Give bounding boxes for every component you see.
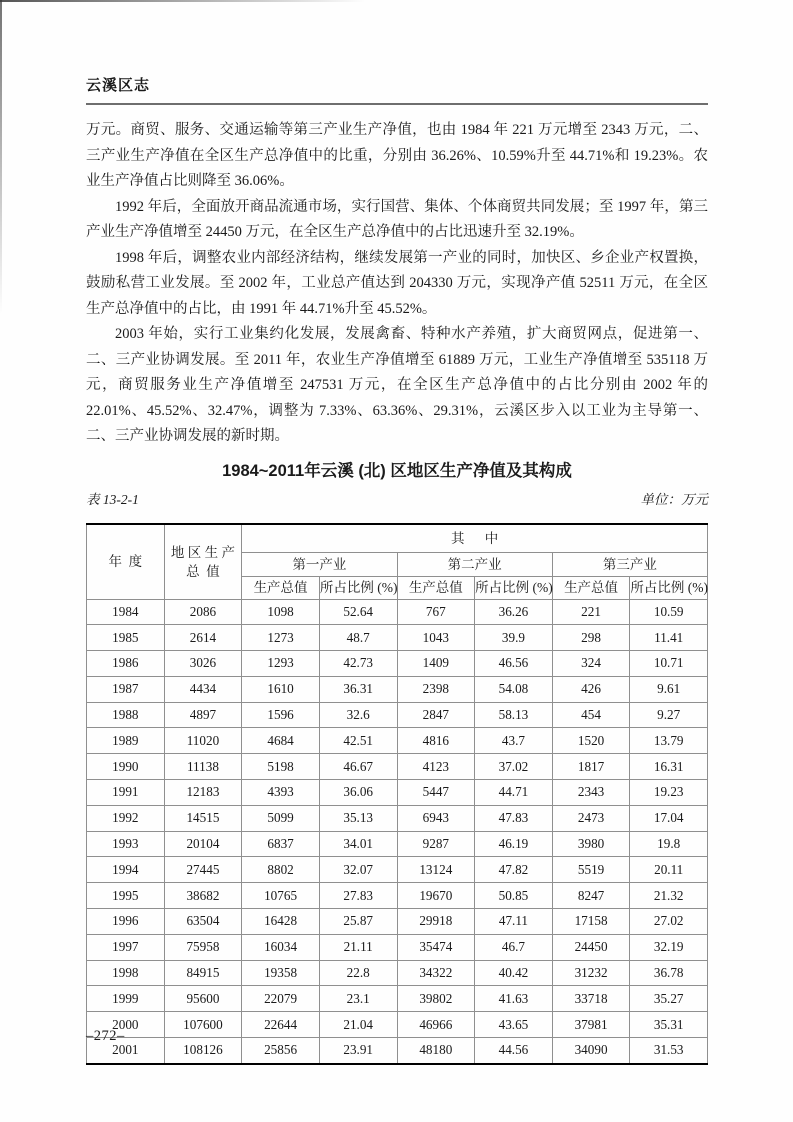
table-cell: 3026 <box>164 651 242 677</box>
col-header-regional-gdp-line1: 地 区 生 产 <box>170 544 235 560</box>
table-cell: 27.83 <box>319 883 397 909</box>
table-cell: 2086 <box>164 599 242 625</box>
col-header-tertiary-industry: 第三产业 <box>552 552 707 576</box>
table-cell: 31.53 <box>630 1038 708 1064</box>
table-cell: 1610 <box>242 676 320 702</box>
paragraph: 1992 年后，全面放开商品流通市场，实行国营、集体、个体商贸共同发展；至 1997 年，第三产业生产净值增至 24450 万元，在全区生产总净值中的占比迅速升至 32.19%。 <box>86 198 708 240</box>
table-row <box>87 728 708 754</box>
table-row <box>87 960 708 986</box>
table-cell: 40.42 <box>475 960 553 986</box>
table-cell: 2343 <box>552 780 630 806</box>
table-cell: 95600 <box>164 986 242 1012</box>
table-cell: 9.61 <box>630 676 708 702</box>
table-cell: 23.91 <box>319 1038 397 1064</box>
table-cell: 19.8 <box>630 831 708 857</box>
table-cell: 19670 <box>397 883 475 909</box>
table-row <box>87 780 708 806</box>
table-cell: 36.26 <box>475 599 553 625</box>
col-header-among: 其 中 <box>242 524 708 553</box>
table-row <box>87 805 708 831</box>
table-cell: 1988 <box>87 702 165 728</box>
table-cell: 4393 <box>242 780 320 806</box>
table-row <box>87 676 708 702</box>
table-cell: 22.8 <box>319 960 397 986</box>
table-cell: 454 <box>552 702 630 728</box>
table-cell: 9.27 <box>630 702 708 728</box>
table-cell: 33718 <box>552 986 630 1012</box>
scan-edge-left <box>0 0 2 314</box>
table-cell: 41.63 <box>475 986 553 1012</box>
table-cell: 1098 <box>242 599 320 625</box>
table-cell: 58.13 <box>475 702 553 728</box>
table-cell: 22079 <box>242 986 320 1012</box>
table-cell: 2001 <box>87 1038 165 1064</box>
table-cell: 36.06 <box>319 780 397 806</box>
table-cell: 10.71 <box>630 651 708 677</box>
col-header-value: 生产总值 <box>397 576 475 599</box>
table-cell: 1995 <box>87 883 165 909</box>
table-row <box>87 625 708 651</box>
table-cell: 35.31 <box>630 1012 708 1038</box>
table-cell: 4123 <box>397 754 475 780</box>
table-cell: 1596 <box>242 702 320 728</box>
table-cell: 9287 <box>397 831 475 857</box>
table-cell: 1985 <box>87 625 165 651</box>
table-cell: 1996 <box>87 909 165 935</box>
table-cell: 11138 <box>164 754 242 780</box>
table-cell: 44.56 <box>475 1038 553 1064</box>
table-cell: 22644 <box>242 1012 320 1038</box>
table-cell: 1984 <box>87 599 165 625</box>
col-header-regional-gdp-line2: 总 值 <box>186 563 220 579</box>
paragraph: 2003 年始，实行工业集约化发展，发展禽畜、特种水产养殖，扩大商贸网点，促进第一、二、三产业协调发展。至 2011 年，农业生产净值增至 61889 万元，工业生产净值增至 535118 万元，商贸服务业生产净值增至 247531 万元，在全区生产总净值中的占比分别由 2002 年的 22.01%、45.52%、32.47%，调整为 7.33%、63.36%、29.31%，云溪区步入以工业为主导第一、二、三产业协调发展的新时期。 <box>86 326 708 444</box>
table-row <box>87 702 708 728</box>
table-cell: 27445 <box>164 857 242 883</box>
table-cell: 25.87 <box>319 909 397 935</box>
table-cell: 13.79 <box>630 728 708 754</box>
table-cell: 1043 <box>397 625 475 651</box>
table-cell: 48.7 <box>319 625 397 651</box>
table-cell: 46.56 <box>475 651 553 677</box>
table-cell: 25856 <box>242 1038 320 1064</box>
table-row <box>87 934 708 960</box>
table-cell: 1993 <box>87 831 165 857</box>
production-value-table <box>86 523 708 1065</box>
table-cell: 1990 <box>87 754 165 780</box>
table-cell: 42.73 <box>319 651 397 677</box>
table-cell: 2614 <box>164 625 242 651</box>
table-cell: 10765 <box>242 883 320 909</box>
table-cell: 16.31 <box>630 754 708 780</box>
table-cell: 46.67 <box>319 754 397 780</box>
table-cell: 298 <box>552 625 630 651</box>
table-meta <box>86 488 708 508</box>
page-content <box>86 0 708 1065</box>
table-cell: 38682 <box>164 883 242 909</box>
table-cell: 48180 <box>397 1038 475 1064</box>
page-number: –272– <box>86 1028 125 1044</box>
table-cell: 42.51 <box>319 728 397 754</box>
paragraph: 万元。商贸、服务、交通运输等第三产业生产净值，也由 1984 年 221 万元增至 2343 万元，二、三产业生产净值在全区生产总净值中的比重，分别由 36.26%、10.59%升至 44.71%和 19.23%。农业生产净值占比则降至 36.06%。 <box>86 122 708 189</box>
table-cell: 14515 <box>164 805 242 831</box>
col-header-value: 生产总值 <box>552 576 630 599</box>
table-cell: 1273 <box>242 625 320 651</box>
table-cell: 8802 <box>242 857 320 883</box>
table-cell: 35.27 <box>630 986 708 1012</box>
table-row <box>87 909 708 935</box>
table-cell: 54.08 <box>475 676 553 702</box>
table-cell: 34090 <box>552 1038 630 1064</box>
table-cell: 324 <box>552 651 630 677</box>
table-cell: 2398 <box>397 676 475 702</box>
table-cell: 1997 <box>87 934 165 960</box>
table-cell: 19.23 <box>630 780 708 806</box>
table-unit: 单位：万元 <box>640 491 708 507</box>
table-cell: 43.7 <box>475 728 553 754</box>
col-header-ratio: 所占比例 (%) <box>475 576 553 599</box>
table-cell: 1989 <box>87 728 165 754</box>
table-cell: 8247 <box>552 883 630 909</box>
col-header-secondary-industry: 第二产业 <box>397 552 552 576</box>
table-cell: 32.19 <box>630 934 708 960</box>
table-cell: 34.01 <box>319 831 397 857</box>
table-cell: 50.85 <box>475 883 553 909</box>
table-cell: 21.11 <box>319 934 397 960</box>
table-cell: 17158 <box>552 909 630 935</box>
table-cell: 44.71 <box>475 780 553 806</box>
table-cell: 221 <box>552 599 630 625</box>
table-cell: 35474 <box>397 934 475 960</box>
table-cell: 46.7 <box>475 934 553 960</box>
table-row <box>87 857 708 883</box>
table-cell: 2847 <box>397 702 475 728</box>
col-header-value: 生产总值 <box>242 576 320 599</box>
table-cell: 47.11 <box>475 909 553 935</box>
col-header-regional-gdp <box>164 524 242 600</box>
table-row <box>87 883 708 909</box>
col-header-ratio: 所占比例 (%) <box>630 576 708 599</box>
table-cell: 46966 <box>397 1012 475 1038</box>
col-header-year: 年 度 <box>87 524 165 600</box>
table-cell: 39.9 <box>475 625 553 651</box>
table-cell: 2000 <box>87 1012 165 1038</box>
table-cell: 767 <box>397 599 475 625</box>
table-cell: 1409 <box>397 651 475 677</box>
table-cell: 36.78 <box>630 960 708 986</box>
table-cell: 1994 <box>87 857 165 883</box>
table-cell: 29918 <box>397 909 475 935</box>
table-cell: 34322 <box>397 960 475 986</box>
table-row <box>87 599 708 625</box>
table-cell: 1992 <box>87 805 165 831</box>
table-cell: 43.65 <box>475 1012 553 1038</box>
table-cell: 27.02 <box>630 909 708 935</box>
table-cell: 75958 <box>164 934 242 960</box>
table-row <box>87 1012 708 1038</box>
table-cell: 32.6 <box>319 702 397 728</box>
table-row <box>87 754 708 780</box>
table-cell: 11.41 <box>630 625 708 651</box>
table-cell: 4816 <box>397 728 475 754</box>
paragraph: 1998 年后，调整农业内部经济结构，继续发展第一产业的同时，加快区、乡企业产权置换，鼓励私营工业发展。至 2002 年，工业总产值达到 204330 万元，实现净产值 52511 万元，在全区生产总净值中的占比，由 1991 年 44.71%升至 45.52%。 <box>86 249 708 317</box>
table-cell: 1991 <box>87 780 165 806</box>
table-cell: 21.32 <box>630 883 708 909</box>
table-title: 1984~2011年云溪 (北) 区地区生产净值及其构成 <box>222 461 572 480</box>
table-cell: 11020 <box>164 728 242 754</box>
table-cell: 84915 <box>164 960 242 986</box>
table-cell: 20104 <box>164 831 242 857</box>
table-cell: 12183 <box>164 780 242 806</box>
table-cell: 2473 <box>552 805 630 831</box>
running-header-book-title: 云溪区志 <box>86 77 151 94</box>
table-cell: 1998 <box>87 960 165 986</box>
table-cell: 32.07 <box>319 857 397 883</box>
table-cell: 5519 <box>552 857 630 883</box>
table-cell: 16034 <box>242 934 320 960</box>
table-cell: 1987 <box>87 676 165 702</box>
table-cell: 16428 <box>242 909 320 935</box>
table-cell: 5198 <box>242 754 320 780</box>
table-cell: 13124 <box>397 857 475 883</box>
table-cell: 52.64 <box>319 599 397 625</box>
table-row <box>87 831 708 857</box>
table-cell: 20.11 <box>630 857 708 883</box>
table-cell: 10.59 <box>630 599 708 625</box>
table-cell: 46.19 <box>475 831 553 857</box>
table-cell: 17.04 <box>630 805 708 831</box>
table-cell: 4897 <box>164 702 242 728</box>
col-header-primary-industry: 第一产业 <box>242 552 397 576</box>
table-row <box>87 986 708 1012</box>
table-cell: 35.13 <box>319 805 397 831</box>
table-cell: 1986 <box>87 651 165 677</box>
col-header-ratio: 所占比例 (%) <box>319 576 397 599</box>
table-cell: 24450 <box>552 934 630 960</box>
table-cell: 47.82 <box>475 857 553 883</box>
table-cell: 36.31 <box>319 676 397 702</box>
table-header <box>87 524 708 600</box>
table-cell: 107600 <box>164 1012 242 1038</box>
table-row <box>87 1038 708 1064</box>
table-cell: 5099 <box>242 805 320 831</box>
table-row <box>87 651 708 677</box>
table-cell: 39802 <box>397 986 475 1012</box>
table-cell: 1817 <box>552 754 630 780</box>
table-body <box>87 599 708 1064</box>
table-cell: 1520 <box>552 728 630 754</box>
table-cell: 19358 <box>242 960 320 986</box>
table-cell: 37.02 <box>475 754 553 780</box>
table-cell: 23.1 <box>319 986 397 1012</box>
table-cell: 1293 <box>242 651 320 677</box>
table-cell: 3980 <box>552 831 630 857</box>
table-label: 表 13-2-1 <box>86 491 139 507</box>
header-rule <box>86 103 708 105</box>
table-cell: 63504 <box>164 909 242 935</box>
table-cell: 47.83 <box>475 805 553 831</box>
table-cell: 1999 <box>87 986 165 1012</box>
table-cell: 426 <box>552 676 630 702</box>
table-cell: 4434 <box>164 676 242 702</box>
table-cell: 108126 <box>164 1038 242 1064</box>
table-cell: 37981 <box>552 1012 630 1038</box>
table-cell: 4684 <box>242 728 320 754</box>
table-cell: 6837 <box>242 831 320 857</box>
table-cell: 31232 <box>552 960 630 986</box>
table-cell: 6943 <box>397 805 475 831</box>
body-text <box>86 118 708 450</box>
table-cell: 5447 <box>397 780 475 806</box>
table-cell: 21.04 <box>319 1012 397 1038</box>
